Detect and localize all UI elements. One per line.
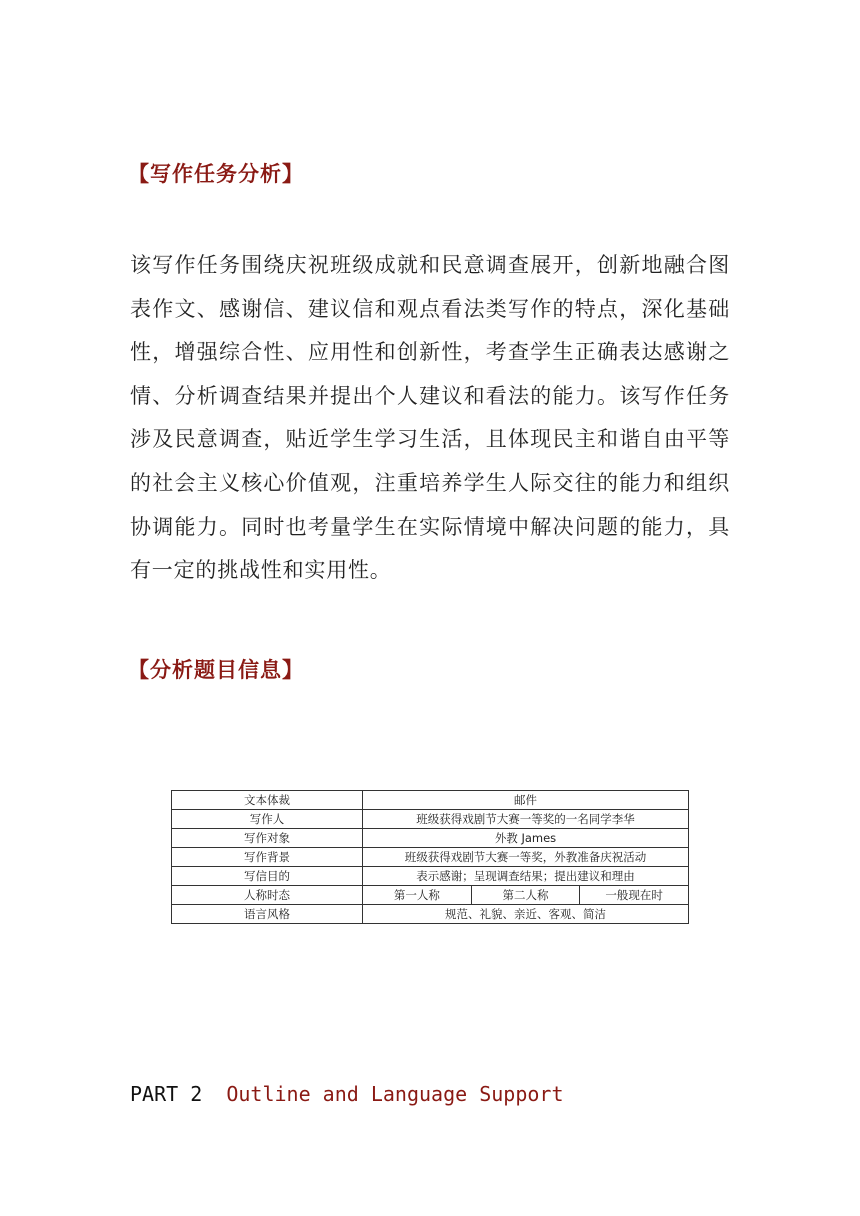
table-row-label: 写信目的: [172, 867, 363, 886]
table-cell-person-first: 第一人称: [363, 886, 472, 905]
part-title: Outline and Language Support: [226, 1082, 564, 1106]
section-heading-question-info: 【分析题目信息】: [128, 657, 304, 682]
table-row-value: 表示感谢；呈现调查结果；提出建议和理由: [363, 867, 689, 886]
question-info-table: [171, 790, 689, 924]
table-row: [172, 810, 689, 829]
section-heading-task-analysis: 【写作任务分析】: [128, 161, 304, 186]
table-row: [172, 905, 689, 924]
table-row-value: 外教 James: [363, 829, 689, 848]
table-row: [172, 867, 689, 886]
task-analysis-paragraph: 该写作任务围绕庆祝班级成就和民意调查展开，创新地融合图表作文、感谢信、建议信和观点看法类写作的特点，深化基础性，增强综合性、应用性和创新性，考查学生正确表达感谢之情、分析调查结果并提出个人建议和看法的能力。该写作任务涉及民意调查，贴近学生学习生活，且体现民主和谐自由平等的社会主义核心价值观，注重培养学生人际交往的能力和组织协调能力。同时也考量学生在实际情境中解决问题的能力，具有一定的挑战性和实用性。: [130, 253, 730, 583]
part-number: PART 2: [130, 1082, 203, 1106]
table-row-value: 班级获得戏剧节大赛一等奖，外教准备庆祝活动: [363, 848, 689, 867]
table-cell-tense: 一般现在时: [580, 886, 689, 905]
table-row: [172, 848, 689, 867]
table-row-value: 班级获得戏剧节大赛一等奖的一名同学李华: [363, 810, 689, 829]
table-cell-person-second: 第二人称: [471, 886, 580, 905]
table-row-label: 文本体裁: [172, 791, 363, 810]
table-row: [172, 791, 689, 810]
table-row-label: 写作背景: [172, 848, 363, 867]
table-row: [172, 829, 689, 848]
table-row-value: 邮件: [363, 791, 689, 810]
table-row-value: 规范、礼貌、亲近、客观、简洁: [363, 905, 689, 924]
table-row-label: 人称时态: [172, 886, 363, 905]
table-row-label: 写作对象: [172, 829, 363, 848]
part-heading: [130, 1082, 564, 1106]
table-row: [172, 886, 689, 905]
table-row-label: 写作人: [172, 810, 363, 829]
table-row-label: 语言风格: [172, 905, 363, 924]
